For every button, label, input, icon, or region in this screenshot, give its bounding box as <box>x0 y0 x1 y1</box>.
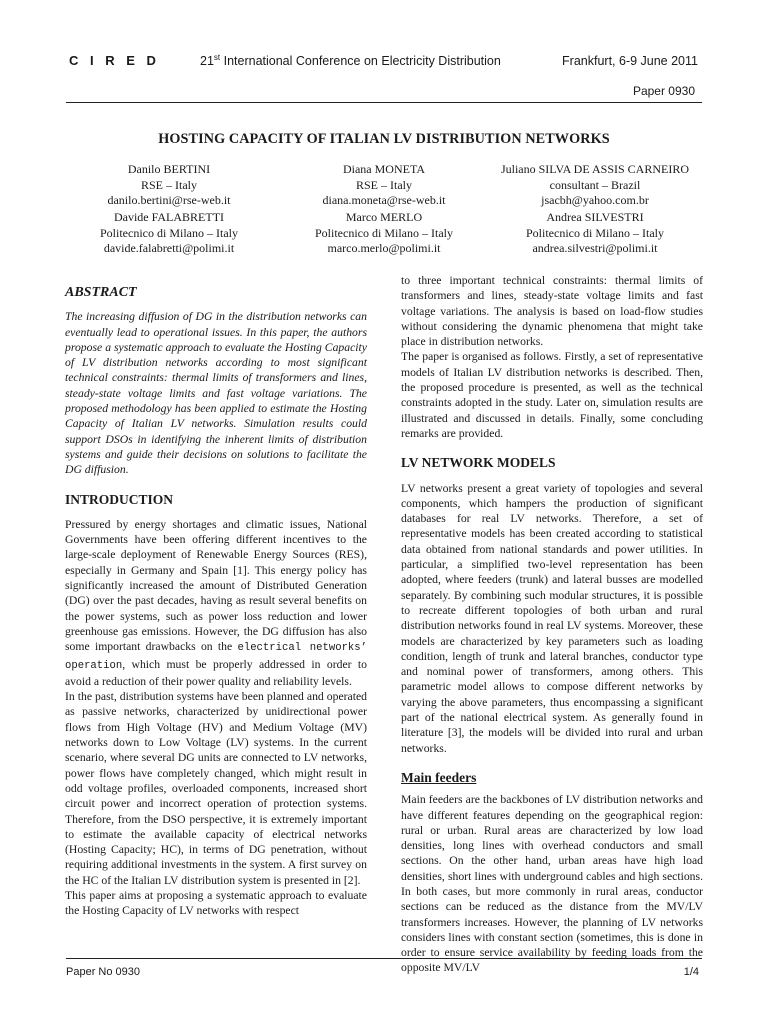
introduction-paragraph: The paper is organised as follows. Firstly, a set of representative models of Italian LV distribution networks is described. Then, the proposed procedure is presented, as well as the technical constraints adopted in the study. Later on, simulation results are illustrated and discussed in details. Finally, some concluding remarks are provided. <box>401 350 703 440</box>
author-affiliation: consultant – Brazil <box>549 177 641 192</box>
header-divider <box>66 102 702 103</box>
footer-divider <box>66 958 702 959</box>
author-email: andrea.silvestri@polimi.it <box>532 241 658 256</box>
conference-ordinal-suffix: st <box>213 52 221 62</box>
abstract-text: The increasing diffusion of DG in the distribution networks can eventually lead to operational issues. In this paper, the authors propose a systematic approach to evaluate the Hosting Capacity of LV distribution networks according to most significant technical constraints: thermal limits of transformers and lines, steady-state voltage limits and fast voltage variations. The proposed methodology has been applied to estimate the Hosting Capacity of Italian LV networks. Simulation results could support DSOs in identifying the inherent limits of distribution systems and guide their decisions on solutions to facilitate the DG diffusion. <box>65 310 367 477</box>
author-email: davide.falabretti@polimi.it <box>103 241 235 256</box>
author-name: Marco MERLO <box>345 210 423 224</box>
author-email: danilo.bertini@rse-web.it <box>107 193 231 208</box>
author-email: jsacbh@yahoo.com.br <box>541 193 649 208</box>
author-affiliation: Politecnico di Milano – Italy <box>526 225 664 240</box>
paper-number: Paper 0930 <box>632 84 695 98</box>
author-block <box>480 162 710 209</box>
conference-logo-text: C I R E D <box>69 53 160 68</box>
author-name: Diana MONETA <box>342 162 426 176</box>
main-feeders-heading: Main feeders <box>401 769 477 785</box>
author-block <box>269 162 499 209</box>
introduction-text: Pressured by energy shortages and climatic issues, National Governments have been offering different incentives to the large-scale deployment of Renewable Energy Sources (RES), especially in Germany and Spain [1]. This energy policy has significantly increased the amount of Distributed Generation (DG) over the past decades, having as result several benefits on the power systems, such as power loss reduction and lower greenhouse gas emissions. However, the DG diffusion has also some important drawbacks on the <box>65 517 367 654</box>
author-affiliation: RSE – Italy <box>356 177 412 192</box>
author-block <box>54 210 284 257</box>
conference-place-date: Frankfurt, 6-9 June 2011 <box>562 54 698 68</box>
right-column <box>401 273 703 976</box>
lv-network-models-text: LV networks present a great variety of topologies and several components, which hampers the production of significant databases for real LV networks. Therefore, a set of representative models has been created according to statistical data obtained from national standards and power utilities. In particular, a simplified two-level representation has been adopted, where feeders (trunk) and lateral busses are modelled separately. By combining such modular structures, it is possible to recreate different topologies of both urban and rural distribution networks found in real LV systems. Moreover, these models are characterized by key parameters such as loading condition, length of trunk and lateral branches, conductor type and nominal power of transformers, among others. This parametric model allows to compose different networks by varying the above parameters, thus encompassing a significant part of the national electrical system. As generally found in literature [3], the models will be divided into rural and urban networks. <box>401 481 703 755</box>
footer-page-number: 1/4 <box>683 966 699 978</box>
author-affiliation: Politecnico di Milano – Italy <box>100 225 238 240</box>
introduction-paragraph-continued: to three important technical constraints: thermal limits of transformers and lines, steady-state voltage limits and fast voltage variations. The analysis is based on load-flow studies without considering the dynamic phenomena that might take place in distribution networks. <box>401 274 703 349</box>
footer-paper-number: Paper No 0930 <box>66 966 140 978</box>
author-affiliation: RSE – Italy <box>141 177 197 192</box>
conference-name: International Conference on Electricity Distribution <box>220 54 501 68</box>
abstract-heading: ABSTRACT <box>65 285 137 300</box>
author-name: Andrea SILVESTRI <box>546 210 644 224</box>
introduction-heading: INTRODUCTION <box>65 491 174 507</box>
introduction-text: , which must be properly addressed in order to avoid a reduction of their power quality and reliability levels. <box>65 657 367 688</box>
author-affiliation: Politecnico di Milano – Italy <box>315 225 453 240</box>
author-email: diana.moneta@rse-web.it <box>322 193 446 208</box>
lv-network-models-heading: LV NETWORK MODELS <box>401 455 556 471</box>
conference-ordinal: 21 <box>200 54 214 68</box>
paper-title: HOSTING CAPACITY OF ITALIAN LV DISTRIBUTION NETWORKS <box>158 131 610 147</box>
introduction-paragraph: In the past, distribution systems have been planned and operated as passive networks, characterized by unidirectional power flows from High Voltage (HV) and Medium Voltage (MV) networks down to Low Voltage (LV) systems. In the current scenario, where several DG units are connected to LV networks, power flows have completely changed, which might result in odd voltage profiles, overloaded components, increased short circuit power and incorrect operation of protection systems. Therefore, from the DSO perspective, it is extremely important to estimate the available capacity of electrical networks (Hosting Capacity; HC), in terms of DG penetration, without requiring additional investments in the system. A first survey on the HC of the Italian LV distribution system is presented in [2]. <box>65 690 367 887</box>
conference-title <box>200 54 501 68</box>
author-block <box>54 162 284 209</box>
left-column <box>65 285 367 919</box>
author-name: Davide FALABRETTI <box>113 210 225 224</box>
main-feeders-text: Main feeders are the backbones of LV distribution networks and have different features depending on the geographical region: rural or urban. Rural areas are characterized by low load densities, long lines with overhead conductors and small sections. On the other hand, urban areas have high load densities, short lines with underground cables and high sections. In both cases, but more commonly in rural areas, conductor sections can be reduced as the distance from the MV/LV transformers increases. However, the planning of LV networks considers lines with constant section (sometimes, this is done in order to ensure service availability by feeding loads from the opposite MV/LV <box>401 793 703 975</box>
author-email: marco.merlo@polimi.it <box>327 241 441 256</box>
author-block <box>269 210 499 257</box>
introduction-paragraph <box>65 517 367 689</box>
introduction-mono-text: electrical networks’ operation <box>65 642 367 672</box>
author-block <box>480 210 710 257</box>
author-name: Juliano SILVA DE ASSIS CARNEIRO <box>500 162 690 176</box>
introduction-paragraph: This paper aims at proposing a systematic approach to evaluate the Hosting Capacity of LV networks with respect <box>65 888 367 918</box>
author-name: Danilo BERTINI <box>127 162 211 176</box>
